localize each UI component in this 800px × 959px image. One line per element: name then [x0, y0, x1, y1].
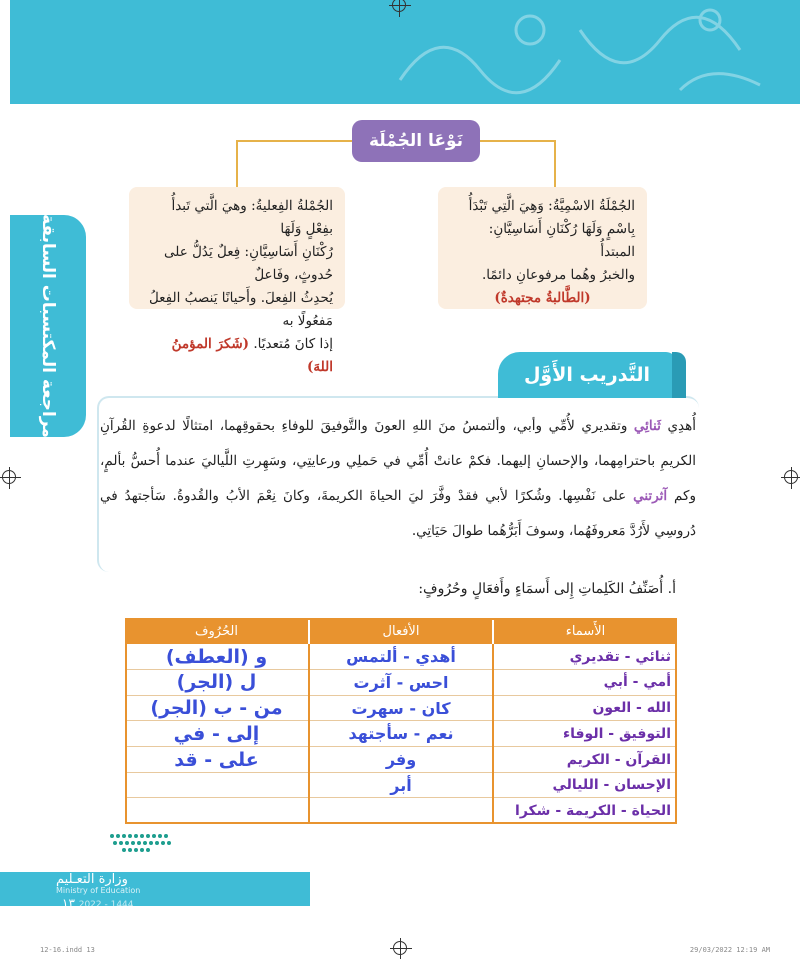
verbal-example: (شَكرَ المؤمنُ اللهَ) [171, 336, 333, 375]
ministry-logo-icon [102, 828, 192, 858]
page-number [62, 896, 134, 910]
letter-cell: ل (الجر) [125, 670, 309, 696]
passage-text-3: على نَفْسِها. وشُكرًا لأبي فقدْ وفَّرَ ليَ الحياةَ الكريمةَ، وكانَ نِعْمَ الأبُ والقُدوةُ. سَأجتهدُ في دُروسِي لأَرُدَّ مَعروفَهُما، وسوفَ أَبَرُّهُما طوالَ حَيَاتِي. [100, 488, 696, 539]
training-title: التَّدريب الأَوَّل [523, 364, 651, 386]
noun-cell: أمي - أبي [493, 670, 677, 696]
verb-cell [309, 798, 493, 824]
table-row [125, 747, 677, 773]
top-banner [10, 0, 800, 104]
table-row [125, 798, 677, 824]
passage-highlight-1: ثَنائِي [633, 418, 661, 434]
letter-cell: إلى - في [125, 721, 309, 747]
letter-cell [125, 798, 309, 824]
noun-cell: الله - العون [493, 695, 677, 721]
table-row [125, 644, 677, 670]
footer-bar [0, 872, 310, 906]
connector-line-right [554, 140, 556, 190]
nominal-sentence-box [438, 187, 647, 309]
table-row [125, 695, 677, 721]
edition-year: 2022 - 1444 [78, 900, 134, 910]
sentence-types-title: نَوْعَا الجُمْلَة [352, 120, 480, 162]
noun-cell: القرآن - الكريم [493, 747, 677, 773]
registration-mark-left [2, 470, 16, 484]
header-nouns: الأَسماء [493, 618, 677, 644]
verb-cell: نعم - سأجتهد [309, 721, 493, 747]
verb-cell: احس - آثرت [309, 670, 493, 696]
ministry-name-en: Ministry of Education [56, 886, 141, 895]
verbal-line-4-text: إذا كانَ مُتعديًا. [253, 336, 333, 352]
nominal-line-1: الجُمْلَةُ الاسْمِيَّةُ: وَهِيَ الَّتِي تَبْدَأُ [468, 198, 635, 214]
connector-line-left [236, 140, 238, 190]
verb-cell: كان - سهرت [309, 695, 493, 721]
table-row [125, 772, 677, 798]
verb-cell: وفر [309, 747, 493, 773]
nominal-line-2: بِاسْمٍ وَلَهَا رُكْنَانِ أَسَاسِيَّانِ: المبتدأُ [488, 221, 635, 260]
noun-cell: التوفيق - الوفاء [493, 721, 677, 747]
letter-cell: على - قد [125, 747, 309, 773]
verb-cell: أبر [309, 772, 493, 798]
page-number-value: ١٣ [62, 896, 75, 910]
registration-mark-bottom [393, 941, 407, 955]
header-verbs: الأفعال [309, 618, 493, 644]
table-row [125, 670, 677, 696]
letter-cell: من - ب (الجر) [125, 695, 309, 721]
print-file-info: 12-16.indd 13 [40, 946, 95, 954]
print-date-info: 29/03/2022 12:19 AM [689, 946, 770, 954]
table-row [125, 721, 677, 747]
header-letters: الحُرُوف [125, 618, 309, 644]
training-passage [100, 409, 696, 549]
letter-cell: و (العطف) [125, 644, 309, 670]
passage-text-2: وتقديري لأُمِّي وأبي، وألتمسُ منَ اللهِ العونَ والتَّوفيقَ للوفاءِ بحقوقِهما، امتثالًا لدعوةِ القُرآنِ الكريمِ باحترامِهما، والإحسانِ إليهما. فكمْ عانتْ أُمِّي في حَملِي ورعايتِي، وسَهِرتِ اللَّياليَ عندما أُحسُّ بألمٍ، وكم [100, 418, 696, 504]
noun-cell: الحياة - الكريمة - شكرا [493, 798, 677, 824]
classification-table [125, 618, 677, 824]
verb-cell: أهدي - ألتمس [309, 644, 493, 670]
question-a: أ. أُصَنِّفُ الكَلِماتِ إِلى أَسمَاءٍ وأَفعَالٍ وحُرُوفٍ: [418, 581, 676, 597]
registration-mark-right [784, 470, 798, 484]
noun-cell: ثنائي - تقديري [493, 644, 677, 670]
verbal-line-4 [141, 333, 333, 379]
nominal-line-3: والخبرُ وهُما مرفوعانِ دائمًا. [482, 267, 635, 283]
verbal-sentence-box [129, 187, 345, 375]
verbal-line-2: رُكْنَانِ أَسَاسِيَّانِ: فِعلٌ يَدُلُّ على حُدوثٍ، وفَاعلٌ [164, 244, 333, 283]
letter-cell [125, 772, 309, 798]
verbal-line-1: الجُمْلةُ الفِعليةُ: وهيَ الَّتي تَبدأُ بفِعْلٍ وَلَهَا [171, 198, 333, 237]
passage-highlight-2: آثرتني [633, 488, 668, 504]
nominal-example: (الطَّالبةُ مجتهدةٌ) [494, 290, 591, 306]
passage-text-1: أُهدِي [660, 418, 696, 434]
ministry-name-ar: وزارة التعـليم [56, 872, 128, 887]
side-tab-label: مراجعة المكتسبات السابقة [38, 214, 58, 438]
calligraphy-pattern-decoration [380, 0, 800, 104]
verbal-line-3: يُحدِثُ الفِعلَ. وأَحيانًا يَنصبُ الفِعلُ مَفعُولًا به [148, 290, 333, 329]
noun-cell: الإحسان - الليالي [493, 772, 677, 798]
